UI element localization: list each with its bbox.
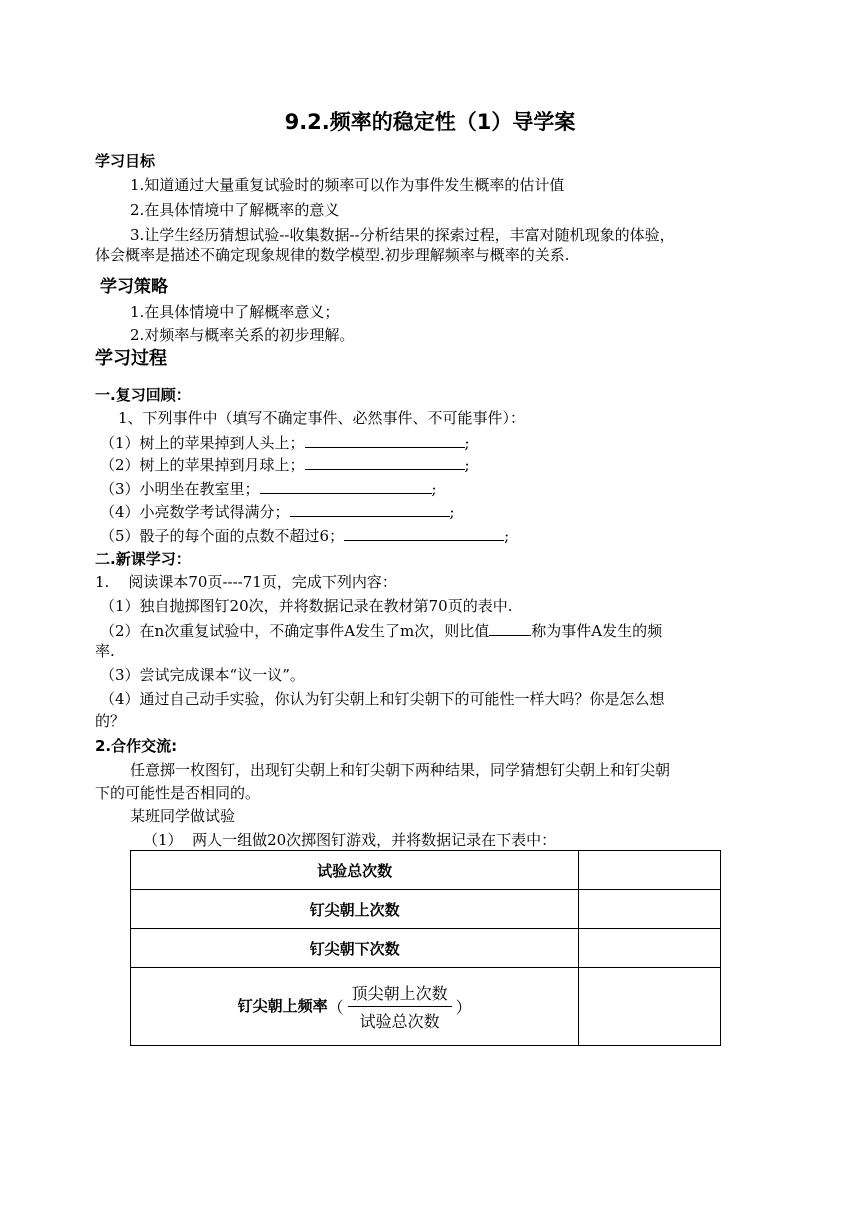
- experiment-table: [130, 850, 721, 1046]
- fraction-denominator: 试验总次数: [359, 1012, 440, 1031]
- cell-up[interactable]: [579, 890, 721, 929]
- review-item: （3）小明坐在教室里； ;: [100, 480, 437, 498]
- answer-blank[interactable]: [305, 432, 465, 448]
- row-label-up: 钉尖朝上次数: [131, 890, 579, 929]
- question-4: （4）通过自己动手实验，你认为钉尖朝上和钉尖朝下的可能性一样大吗？你是怎么想: [100, 690, 665, 708]
- question-2-continued: 率.: [95, 642, 115, 660]
- review-intro: 1、下列事件中（填写不确定事件、必然事件、不可能事件）：: [118, 409, 526, 427]
- question-3: （3）尝试完成课本“议一议”。: [100, 666, 305, 684]
- new-lesson-heading: 二.新课学习：: [95, 550, 191, 568]
- strategy-item: 2.对频率与概率关系的初步理解。: [130, 326, 355, 344]
- fraction-numerator: 顶尖朝上次数: [348, 981, 452, 1007]
- coop-heading: 2.合作交流:: [95, 737, 178, 755]
- cell-down[interactable]: [579, 929, 721, 968]
- answer-blank[interactable]: [344, 525, 504, 541]
- table-row: [131, 890, 721, 929]
- question-4-continued: 的？: [95, 712, 126, 730]
- row-label-frequency: 钉尖朝上频率（ $\frac{\text{顶尖朝上次数}}{\text{试验总次数}}$ ）: [131, 968, 579, 1046]
- objective-item: 2.在具体情境中了解概率的意义: [130, 201, 340, 219]
- page-title: 9.2.频率的稳定性（1）导学案: [284, 110, 576, 134]
- coop-paragraph: 任意掷一枚图钉，出现钉尖朝上和钉尖朝下两种结果，同学猜想钉尖朝上和钉尖朝: [130, 761, 671, 779]
- review-item: （5）骰子的每个面的点数不超过6； ;: [100, 527, 510, 545]
- question-1: （1）独自抛掷图钉20次，并将数据记录在教材第70页的表中.: [100, 597, 513, 615]
- review-item: （1）树上的苹果掉到人头上； ;: [100, 434, 470, 452]
- reading-task: 1. 阅读课本70页----71页，完成下列内容：: [95, 573, 397, 591]
- row-label-down: 钉尖朝下次数: [131, 929, 579, 968]
- frequency-fraction: [348, 981, 452, 1032]
- answer-blank[interactable]: [305, 454, 465, 470]
- review-heading: 一.复习回顾：: [95, 386, 191, 404]
- cell-total[interactable]: [579, 851, 721, 890]
- experiment-intro: 某班同学做试验: [130, 807, 236, 825]
- row-label-total: 试验总次数: [131, 851, 579, 890]
- objective-item: 3.让学生经历猜想试验--收集数据--分析结果的探索过程，丰富对随机现象的体验，: [130, 226, 675, 244]
- table-row: [131, 851, 721, 890]
- experiment-task: （1） 两人一组做20次掷图钉游戏，并将数据记录在下表中：: [143, 831, 557, 849]
- strategy-heading: 学习策略: [100, 277, 168, 297]
- review-item: （2）树上的苹果掉到月球上； ;: [100, 456, 470, 474]
- question-2: （2）在n次重复试验中，不确定事件A发生了m次，则比值 称为事件A发生的频: [100, 622, 663, 640]
- objective-item: 1.知道通过大量重复试验时的频率可以作为事件发生概率的估计值: [130, 176, 565, 194]
- answer-blank[interactable]: [489, 620, 531, 636]
- objectives-heading: 学习目标: [95, 152, 156, 170]
- answer-blank[interactable]: [290, 501, 450, 517]
- review-item: （4）小亮数学考试得满分； ;: [100, 503, 455, 521]
- process-heading: 学习过程: [95, 348, 167, 369]
- strategy-item: 1.在具体情境中了解概率意义；: [130, 303, 340, 321]
- coop-paragraph-continued: 下的可能性是否相同的。: [95, 784, 261, 802]
- table-row: [131, 929, 721, 968]
- answer-blank[interactable]: [260, 478, 432, 494]
- objective-item: 体会概率是描述不确定现象规律的数学模型.初步理解频率与概率的关系.: [95, 246, 570, 264]
- table-row: [131, 968, 721, 1046]
- cell-frequency[interactable]: [579, 968, 721, 1046]
